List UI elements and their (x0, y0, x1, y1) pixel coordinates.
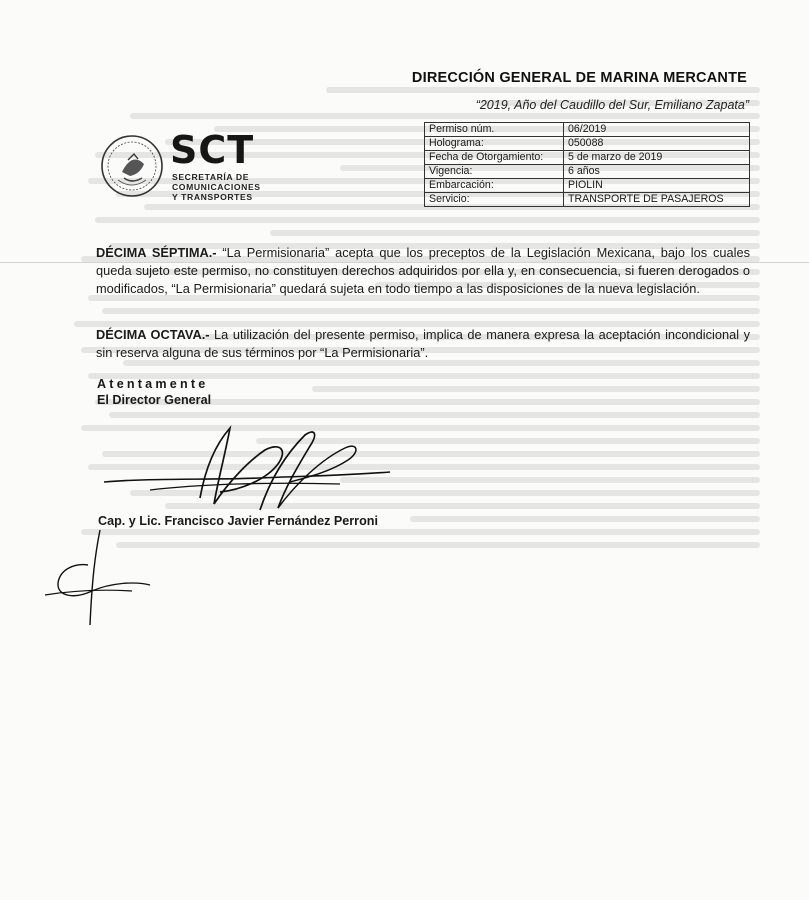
table-row: Vigencia: 6 años (425, 165, 750, 179)
signer-position: El Director General (97, 393, 212, 407)
table-row: Servicio: TRANSPORTE DE PASAJEROS (425, 193, 750, 207)
sct-full-name: SECRETARÍA DE COMUNICACIONES Y TRANSPORTES (172, 172, 261, 202)
sct-acronym: SCT (170, 128, 255, 172)
salutation: Atentamente (97, 377, 209, 391)
clause-heading: DÉCIMA SÉPTIMA.- (96, 245, 217, 260)
closing-block (97, 376, 211, 408)
handwritten-initials (40, 525, 160, 630)
clause-text: “La Permisionaria” acepta que los preceptos de la Legislación Mexicana, bajo los cuales queda sujeto este permiso, no constituyen derechos adquiridos por ella y, en consecuencia, si fueren derogados o modificados, “La Permisionaria” quedará sujeta en todo tiempo a las disposiciones de la nueva legislación. (96, 245, 750, 296)
header-motto: “2019, Año del Caudillo del Sur, Emiliano Zapata” (475, 98, 749, 112)
clause-decima-octava (96, 326, 750, 362)
table-row: Permiso núm. 06/2019 (425, 123, 750, 137)
table-row: Fecha de Otorgamiento: 5 de marzo de 2019 (425, 151, 750, 165)
clause-text: La utilización del presente permiso, implica de manera expresa la aceptación incondicional y sin reserva alguna de sus términos por “La Permisionaria”. (96, 327, 750, 360)
signer-name: Cap. y Lic. Francisco Javier Fernández Perroni (98, 514, 378, 528)
clause-heading: DÉCIMA OCTAVA.- (96, 327, 210, 342)
clause-decima-septima (96, 244, 750, 298)
mexican-seal-icon (100, 134, 164, 198)
table-row: Holograma: 050088 (425, 137, 750, 151)
sct-logo (100, 128, 300, 202)
header-title: DIRECCIÓN GENERAL DE MARINA MERCANTE (411, 70, 747, 86)
table-row: Embarcación: PIOLIN (425, 179, 750, 193)
permit-info-table (424, 122, 750, 207)
